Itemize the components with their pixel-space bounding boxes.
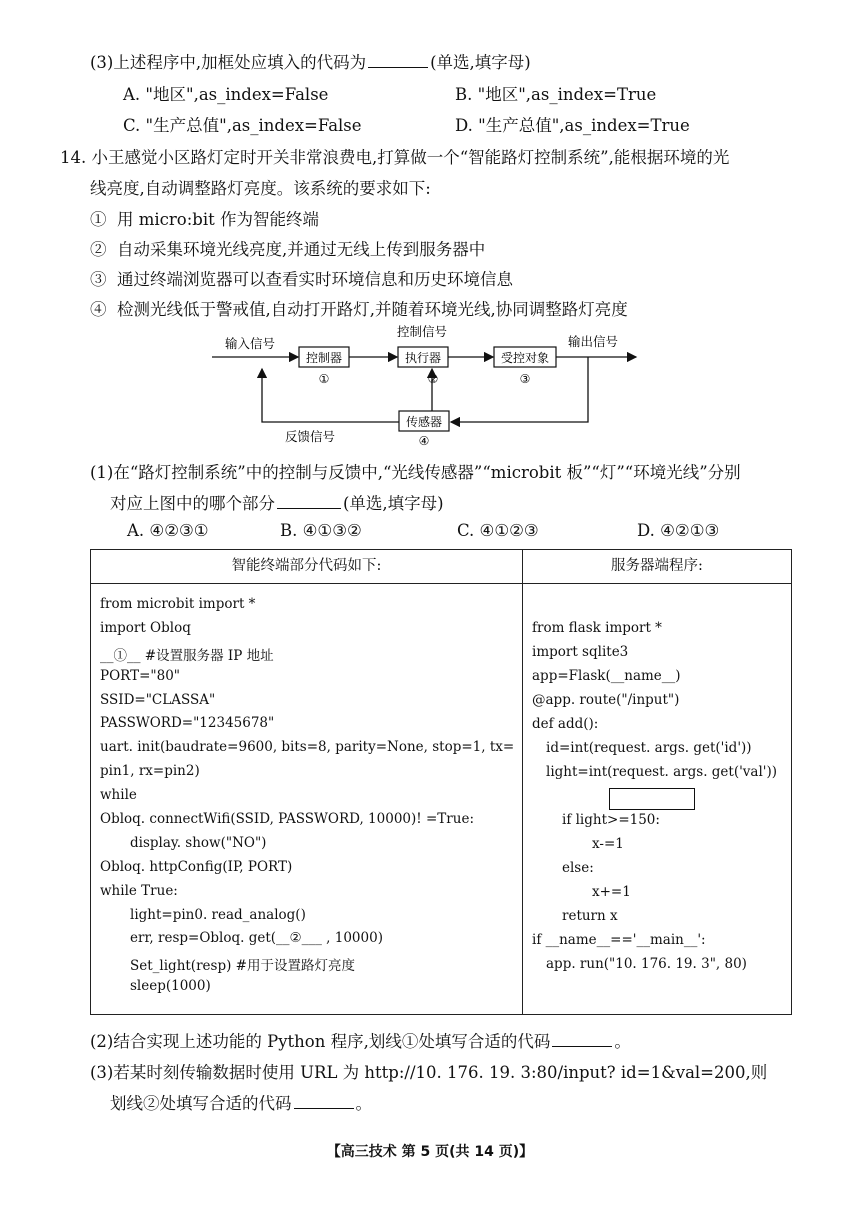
code-line: PASSWORD="12345678" [100,715,275,732]
q14-2-post: 。 [614,1032,631,1051]
code-line: def add(): [532,716,599,732]
answer-blank [368,66,428,68]
server-code-cell [523,584,792,1015]
q14-3-line1: (3)若某时刻传输数据时使用 URL 为 http://10. 176. 19. 3:80/input? id=1&val=200,则 [90,1063,768,1082]
executor-number: ② [427,372,439,386]
output-signal-label: 输出信号 [568,334,619,349]
controller-label: 控制器 [305,351,343,365]
code-line: x+=1 [592,884,631,900]
terminal-code [100,596,514,1002]
server-code [532,620,777,980]
req-text: 通过终端浏览器可以查看实时环境信息和历史环境信息 [117,270,513,289]
code-line: if __name__=='__main__': [532,932,706,948]
code-line: light=int(request. args. get('val')) [546,764,778,780]
terminal-code-cell [91,584,523,1015]
q14-3-line2 [110,1090,372,1114]
code-blank-row [532,788,777,812]
q14-3-line2-pre: 划线②处填写合适的代码 [110,1094,292,1113]
code-line: while [100,787,137,804]
q14-2 [90,1028,631,1052]
q13-3-note: (单选,填字母) [430,53,531,72]
q14-1-line2-pre: 对应上图中的哪个部分 [110,494,275,513]
code-line: sleep(1000) [130,978,211,995]
code-line: Obloq. connectWifi(SSID, PASSWORD, 10000)! =True: [100,811,474,828]
q14-1-option-b: B. ④①③② [280,521,362,540]
code-line: @app. route("/input") [532,692,680,708]
q13-3-option-c: C. "生产总值",as_index=False [123,116,362,135]
terminal-header: 智能终端部分代码如下: [91,550,523,584]
code-table [90,549,792,1015]
code-line: import Obloq [100,619,191,636]
code-line: display. show("NO") [130,834,267,851]
requirement-2 [90,236,485,260]
control-signal-label: 控制信号 [396,324,448,339]
q14-1-line2-post: (单选,填字母) [343,494,444,513]
code-line: if light>=150: [562,812,660,828]
input-signal-label: 输入信号 [225,336,276,351]
q13-3-option-d: D. "生产总值",as_index=True [455,116,690,135]
code-line: return x [562,908,618,924]
q14-2-text: (2)结合实现上述功能的 Python 程序,划线①处填写合适的代码 [90,1032,551,1051]
code-line: uart. init(baudrate=9600, bits=8, parity=None, stop=1, tx= [100,739,515,756]
code-line: while True: [100,882,178,899]
req-text: 自动采集环境光线亮度,并通过无线上传到服务器中 [117,240,486,259]
code-line: x-=1 [592,836,624,852]
q14-1-option-d: D. ④②①③ [637,521,720,540]
code-line: Obloq. httpConfig(IP, PORT) [100,858,293,875]
q14-1-line1: (1)在“路灯控制系统”中的控制与反馈中,“光线传感器”“microbit 板”“灯”“环境光线”分别 [90,463,741,482]
answer-blank [552,1045,612,1047]
code-line: else: [562,860,594,876]
q13-3-stem [90,49,531,73]
control-diagram-svg [200,320,660,450]
q13-3-stem-text: (3)上述程序中,加框处应填入的代码为 [90,53,367,72]
code-line: light=pin0. read_analog() [130,906,306,923]
controller-number: ① [318,372,330,386]
server-header: 服务器端程序: [523,550,792,584]
q13-3-option-b: B. "地区",as_index=True [455,85,657,104]
executor-label: 执行器 [404,351,442,365]
q14-intro-line2: 线亮度,自动调整路灯亮度。该系统的要求如下: [90,179,431,198]
requirement-4 [90,296,628,320]
q13-3-option-a: A. "地区",as_index=False [123,85,329,104]
req-num: ② [90,240,107,259]
req-num: ③ [90,270,107,289]
q14-3-line2-post: 。 [355,1094,372,1113]
q14-1-option-c: C. ④①②③ [457,521,539,540]
code-line: from microbit import * [100,596,256,612]
requirement-3 [90,266,513,290]
control-diagram [200,320,660,450]
code-line: id=int(request. args. get('id')) [546,740,752,756]
code-line: err, resp=Obloq. get(__②___ , 10000) [130,930,383,947]
req-num: ① [90,210,107,229]
code-line: pin1, rx=pin2) [100,763,200,780]
answer-blank [277,507,341,509]
code-line: Set_light(resp) #用于设置路灯亮度 [130,958,355,975]
sensor-number: ④ [418,434,430,448]
controlled-object-number: ③ [519,372,531,386]
answer-blank [294,1107,354,1109]
q14-1-line2 [110,490,444,514]
req-num: ④ [90,300,107,319]
req-text: 用 micro:bit 作为智能终端 [117,210,320,229]
code-line: app. run("10. 176. 19. 3", 80) [546,956,747,972]
feedback-signal-label: 反馈信号 [285,429,336,444]
requirement-1 [90,206,319,230]
code-line: __①__ #设置服务器 IP 地址 [100,647,274,664]
answer-box [609,788,695,810]
page-footer: 【高三技术 第 5 页(共 14 页)】 [326,1144,534,1160]
q14-intro-line1: 14. 小王感觉小区路灯定时开关非常浪费电,打算做一个“智能路灯控制系统”,能根据环境的光 [60,148,730,167]
code-line: from flask import * [532,620,662,636]
feedback-out-arrow [262,369,399,422]
req-text: 检测光线低于警戒值,自动打开路灯,并随着环境光线,协同调整路灯亮度 [117,300,628,319]
controlled-object-label: 受控对象 [500,351,550,365]
code-line: PORT="80" [100,667,180,684]
code-line: app=Flask(__name__) [532,668,681,684]
sensor-label: 传感器 [405,415,443,429]
code-line: SSID="CLASSA" [100,691,216,708]
code-line: import sqlite3 [532,644,629,660]
q14-1-option-a: A. ④②③① [127,521,209,540]
